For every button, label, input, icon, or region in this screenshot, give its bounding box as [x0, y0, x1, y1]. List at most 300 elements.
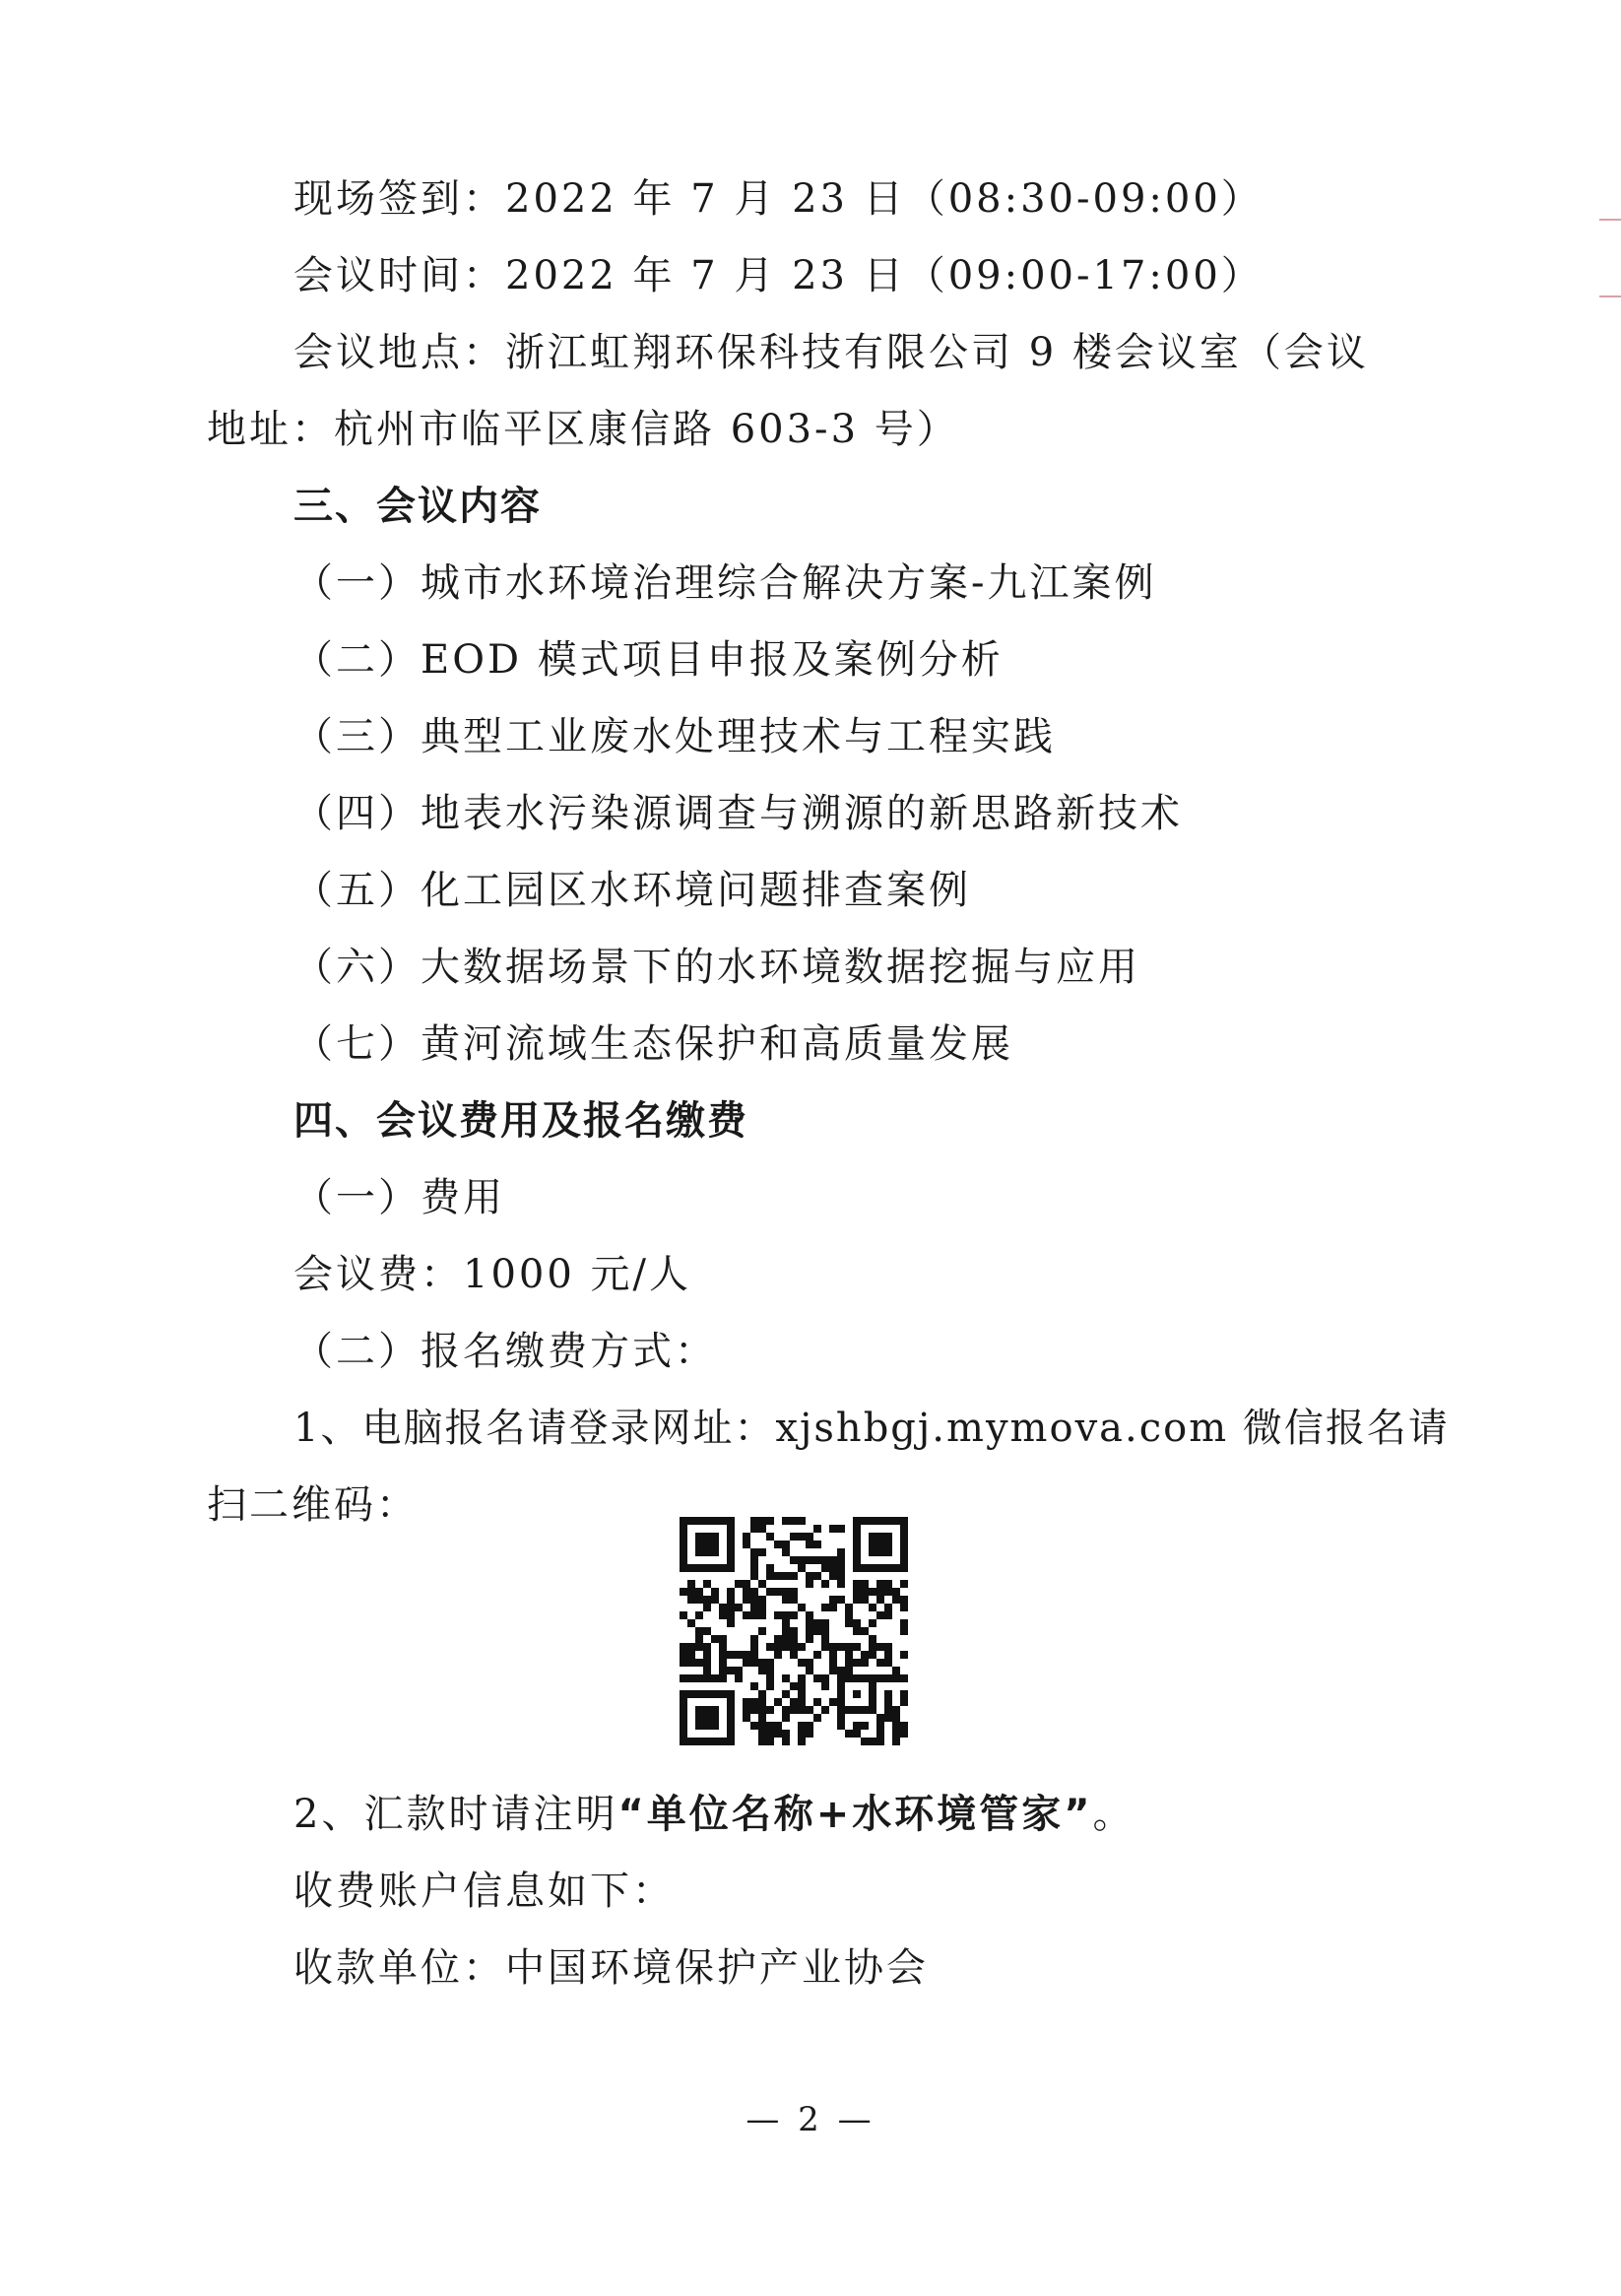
qr-module	[758, 1627, 766, 1635]
qr-module	[758, 1604, 766, 1611]
qr-module	[727, 1533, 735, 1541]
qr-module	[695, 1722, 703, 1730]
qr-module	[680, 1564, 687, 1572]
qr-module	[806, 1572, 813, 1580]
qr-module	[869, 1588, 876, 1596]
qr-module	[806, 1556, 813, 1564]
qr-module	[853, 1706, 861, 1714]
qr-module	[806, 1635, 813, 1643]
qr-module	[790, 1635, 798, 1643]
qr-module	[806, 1541, 813, 1548]
qr-module	[680, 1556, 687, 1564]
qr-module	[798, 1517, 806, 1525]
qr-module	[719, 1667, 727, 1674]
remit-prefix: 2、汇款时请注明	[293, 1792, 618, 1837]
qr-module	[711, 1541, 719, 1548]
qr-module	[869, 1564, 876, 1572]
qr-module	[703, 1643, 711, 1651]
qr-module	[798, 1659, 806, 1667]
qr-module	[680, 1730, 687, 1738]
qr-module	[892, 1674, 900, 1682]
qr-module	[680, 1706, 687, 1714]
qr-module	[743, 1706, 750, 1714]
qr-module	[703, 1548, 711, 1556]
qr-module	[774, 1698, 782, 1706]
qr-module	[758, 1580, 766, 1588]
qr-module	[790, 1682, 798, 1690]
qr-module	[743, 1580, 750, 1588]
qr-module	[837, 1525, 845, 1533]
qr-module	[782, 1627, 790, 1635]
qr-module	[900, 1541, 908, 1548]
qr-module	[853, 1596, 861, 1604]
qr-module	[703, 1651, 711, 1659]
qr-module	[798, 1730, 806, 1738]
qr-module	[680, 1651, 687, 1659]
qr-module	[719, 1738, 727, 1745]
qr-module	[711, 1722, 719, 1730]
qr-module	[861, 1738, 869, 1745]
qr-module	[750, 1572, 758, 1580]
qr-module	[829, 1556, 837, 1564]
qr-module	[884, 1588, 892, 1596]
qr-module	[900, 1556, 908, 1564]
qr-module	[892, 1517, 900, 1525]
qr-module	[687, 1588, 695, 1596]
qr-module	[845, 1651, 853, 1659]
qr-module	[900, 1730, 908, 1738]
qr-module	[774, 1643, 782, 1651]
qr-module	[750, 1596, 758, 1604]
qr-module	[695, 1588, 703, 1596]
qr-module	[790, 1627, 798, 1635]
qr-module	[900, 1690, 908, 1698]
qr-module	[845, 1674, 853, 1682]
qr-module	[743, 1541, 750, 1548]
qr-module	[884, 1674, 892, 1682]
qr-module	[774, 1541, 782, 1548]
qr-module	[892, 1722, 900, 1730]
qr-module	[711, 1517, 719, 1525]
qr-module	[853, 1564, 861, 1572]
qr-module	[758, 1722, 766, 1730]
qr-module	[829, 1659, 837, 1667]
qr-module	[680, 1738, 687, 1745]
qr-module	[727, 1525, 735, 1533]
qr-module	[758, 1596, 766, 1604]
qr-module	[798, 1722, 806, 1730]
qr-module	[869, 1651, 876, 1659]
qr-module	[900, 1580, 908, 1588]
qr-module	[821, 1674, 829, 1682]
qr-module	[884, 1714, 892, 1722]
qr-module	[695, 1627, 703, 1635]
qr-module	[853, 1533, 861, 1541]
qr-module	[892, 1706, 900, 1714]
qr-module	[711, 1596, 719, 1604]
qr-module	[735, 1604, 743, 1611]
qr-module	[703, 1517, 711, 1525]
qr-module	[861, 1722, 869, 1730]
qr-module	[703, 1541, 711, 1548]
qr-module	[758, 1548, 766, 1556]
edge-mark	[1599, 219, 1621, 221]
qr-module	[743, 1659, 750, 1667]
qr-module	[703, 1627, 711, 1635]
account-intro: 收费账户信息如下：	[293, 1869, 675, 1914]
qr-module	[719, 1604, 727, 1611]
qr-module	[829, 1596, 837, 1604]
qr-module	[703, 1533, 711, 1541]
qr-module	[758, 1706, 766, 1714]
qr-module	[711, 1588, 719, 1596]
qr-module	[727, 1738, 735, 1745]
qr-module	[837, 1722, 845, 1730]
qr-module	[766, 1643, 774, 1651]
qr-module	[735, 1674, 743, 1682]
qr-module	[774, 1572, 782, 1580]
qr-module	[687, 1659, 695, 1667]
qr-module	[900, 1548, 908, 1556]
meeting-time-line: 会议时间：2022 年 7 月 23 日（09:00-17:00）	[293, 253, 1264, 298]
qr-module	[869, 1682, 876, 1690]
qr-module	[861, 1651, 869, 1659]
qr-module	[782, 1572, 790, 1580]
qr-module	[845, 1730, 853, 1738]
qr-module	[680, 1690, 687, 1698]
qr-module	[813, 1627, 821, 1635]
qr-module	[766, 1517, 774, 1525]
qr-module	[766, 1674, 774, 1682]
qr-module	[829, 1564, 837, 1572]
meeting-address-line: 地址：杭州市临平区康信路 603-3 号）	[207, 407, 959, 452]
qr-module	[727, 1611, 735, 1619]
qr-module	[900, 1517, 908, 1525]
qr-module	[774, 1588, 782, 1596]
method-title: （二）报名缴费方式：	[293, 1329, 717, 1374]
qr-module	[876, 1533, 884, 1541]
qr-module	[821, 1627, 829, 1635]
qr-module	[719, 1635, 727, 1643]
qr-module	[798, 1643, 806, 1651]
qr-module	[861, 1706, 869, 1714]
qr-module	[837, 1706, 845, 1714]
qr-module	[782, 1643, 790, 1651]
qr-module	[837, 1556, 845, 1564]
qr-module	[853, 1588, 861, 1596]
qr-module	[900, 1674, 908, 1682]
qr-module	[719, 1651, 727, 1659]
qr-module	[821, 1643, 829, 1651]
qr-module	[750, 1588, 758, 1596]
qr-module	[806, 1619, 813, 1627]
qr-module	[845, 1706, 853, 1714]
qr-module	[790, 1572, 798, 1580]
qr-module	[821, 1556, 829, 1564]
qr-module	[853, 1525, 861, 1533]
qr-module	[758, 1525, 766, 1533]
qr-module	[750, 1564, 758, 1572]
qr-module	[750, 1682, 758, 1690]
qr-module	[743, 1651, 750, 1659]
qr-module	[727, 1596, 735, 1604]
qr-module	[719, 1611, 727, 1619]
qr-module	[750, 1643, 758, 1651]
qr-module	[900, 1627, 908, 1635]
qr-module	[876, 1738, 884, 1745]
qr-module	[782, 1588, 790, 1596]
qr-module	[853, 1627, 861, 1635]
registration-line-1: 1、电脑报名请登录网址：xjshbgj.mymova.com 微信报名请	[293, 1406, 1450, 1451]
qr-module	[687, 1580, 695, 1588]
qr-module	[821, 1564, 829, 1572]
qr-module	[829, 1525, 837, 1533]
qr-module	[876, 1596, 884, 1604]
qr-module	[750, 1604, 758, 1611]
qr-module	[869, 1548, 876, 1556]
qr-module	[884, 1548, 892, 1556]
qr-module	[829, 1651, 837, 1659]
qr-module	[727, 1564, 735, 1572]
qr-module	[782, 1517, 790, 1525]
qr-module	[853, 1619, 861, 1627]
qr-module	[876, 1580, 884, 1588]
qr-module	[861, 1674, 869, 1682]
qr-module	[821, 1580, 829, 1588]
qr-module	[703, 1674, 711, 1682]
qr-module	[845, 1604, 853, 1611]
qr-module	[876, 1659, 884, 1667]
section3-heading: 三、会议内容	[293, 484, 542, 529]
qr-module	[687, 1643, 695, 1651]
qr-module	[680, 1698, 687, 1706]
registration-line-2: 扫二维码：	[207, 1482, 419, 1528]
qr-module	[680, 1548, 687, 1556]
qr-module	[758, 1517, 766, 1525]
qr-module	[861, 1588, 869, 1596]
qr-module	[884, 1706, 892, 1714]
qr-module	[876, 1564, 884, 1572]
qr-module	[711, 1564, 719, 1572]
qr-module	[813, 1572, 821, 1580]
qr-module	[876, 1611, 884, 1619]
qr-module	[687, 1674, 695, 1682]
qr-module	[774, 1651, 782, 1659]
qr-module	[837, 1572, 845, 1580]
qr-module	[813, 1674, 821, 1682]
qr-module	[711, 1738, 719, 1745]
qr-module	[790, 1651, 798, 1659]
qr-module	[766, 1682, 774, 1690]
qr-module	[758, 1698, 766, 1706]
qr-module	[806, 1580, 813, 1588]
qr-module	[680, 1525, 687, 1533]
qr-module	[845, 1619, 853, 1627]
qr-module	[680, 1541, 687, 1548]
qr-module	[782, 1738, 790, 1745]
qr-module	[806, 1533, 813, 1541]
qr-module	[695, 1517, 703, 1525]
qr-module	[727, 1714, 735, 1722]
qr-module	[876, 1548, 884, 1556]
qr-module	[703, 1714, 711, 1722]
qr-module	[782, 1730, 790, 1738]
qr-module	[892, 1564, 900, 1572]
qr-code-icon	[680, 1517, 908, 1745]
qr-module	[727, 1588, 735, 1596]
qr-module	[798, 1690, 806, 1698]
qr-module	[892, 1667, 900, 1674]
qr-module	[876, 1722, 884, 1730]
qr-module	[727, 1541, 735, 1548]
qr-module	[869, 1619, 876, 1627]
qr-module	[837, 1714, 845, 1722]
qr-module	[837, 1548, 845, 1556]
qr-module	[766, 1533, 774, 1541]
qr-module	[750, 1698, 758, 1706]
qr-module	[750, 1556, 758, 1564]
qr-module	[750, 1517, 758, 1525]
qr-module	[680, 1722, 687, 1730]
qr-module	[806, 1611, 813, 1619]
qr-module	[900, 1564, 908, 1572]
qr-module	[821, 1706, 829, 1714]
qr-module	[750, 1651, 758, 1659]
qr-module	[711, 1674, 719, 1682]
meeting-location-line: 会议地点：浙江虹翔环保科技有限公司 9 楼会议室（会议	[293, 330, 1369, 375]
qr-module	[853, 1690, 861, 1698]
qr-module	[869, 1533, 876, 1541]
qr-module	[782, 1690, 790, 1698]
qr-module	[900, 1722, 908, 1730]
qr-module	[892, 1738, 900, 1745]
qr-module	[743, 1596, 750, 1604]
qr-module	[695, 1596, 703, 1604]
qr-module	[695, 1659, 703, 1667]
qr-module	[750, 1706, 758, 1714]
qr-module	[680, 1533, 687, 1541]
qr-module	[869, 1674, 876, 1682]
qr-module	[766, 1659, 774, 1667]
qr-module	[853, 1722, 861, 1730]
remit-line	[293, 1789, 1135, 1840]
qr-module	[680, 1643, 687, 1651]
qr-module	[782, 1611, 790, 1619]
qr-module	[837, 1682, 845, 1690]
qr-module	[869, 1541, 876, 1548]
qr-module	[782, 1596, 790, 1604]
qr-module	[687, 1738, 695, 1745]
qr-module	[750, 1722, 758, 1730]
qr-module	[711, 1548, 719, 1556]
qr-module	[743, 1714, 750, 1722]
qr-module	[750, 1525, 758, 1533]
qr-module	[790, 1596, 798, 1604]
qr-module	[727, 1556, 735, 1564]
qr-module	[782, 1619, 790, 1627]
qr-module	[695, 1643, 703, 1651]
qr-module	[900, 1698, 908, 1706]
qr-module	[680, 1611, 687, 1619]
qr-module	[853, 1548, 861, 1556]
qr-module	[853, 1517, 861, 1525]
qr-module	[900, 1604, 908, 1611]
qr-module	[766, 1588, 774, 1596]
qr-module	[876, 1730, 884, 1738]
qr-module	[758, 1730, 766, 1738]
qr-module	[758, 1738, 766, 1745]
section3-item-3: （三）典型工业废水处理技术与工程实践	[293, 714, 1056, 759]
qr-module	[790, 1698, 798, 1706]
qr-module	[837, 1564, 845, 1572]
qr-module	[766, 1667, 774, 1674]
qr-module	[821, 1635, 829, 1643]
payee-line: 收款单位：中国环境保护产业协会	[293, 1945, 929, 1991]
remit-suffix: 。	[1092, 1792, 1135, 1837]
qr-module	[861, 1517, 869, 1525]
qr-module	[900, 1619, 908, 1627]
qr-module	[813, 1525, 821, 1533]
qr-module	[727, 1548, 735, 1556]
qr-module	[869, 1706, 876, 1714]
qr-module	[845, 1611, 853, 1619]
qr-module	[829, 1643, 837, 1651]
section3-item-2: （二）EOD 模式项目申报及案例分析	[293, 637, 1004, 683]
qr-module	[806, 1667, 813, 1674]
qr-module	[884, 1690, 892, 1698]
qr-module	[782, 1706, 790, 1714]
qr-module	[876, 1517, 884, 1525]
qr-module	[695, 1541, 703, 1548]
qr-module	[845, 1659, 853, 1667]
qr-module	[853, 1556, 861, 1564]
fee-line: 会议费：1000 元/人	[293, 1252, 691, 1297]
qr-module	[884, 1698, 892, 1706]
qr-module	[719, 1564, 727, 1572]
qr-module	[695, 1690, 703, 1698]
qr-module	[884, 1517, 892, 1525]
qr-module	[853, 1730, 861, 1738]
qr-module	[837, 1580, 845, 1588]
qr-module	[798, 1604, 806, 1611]
qr-module	[695, 1674, 703, 1682]
qr-module	[861, 1659, 869, 1667]
qr-module	[711, 1714, 719, 1722]
qr-module	[695, 1611, 703, 1619]
qr-module	[829, 1604, 837, 1611]
qr-module	[719, 1517, 727, 1525]
qr-module	[703, 1564, 711, 1572]
qr-module	[766, 1706, 774, 1714]
qr-module	[735, 1667, 743, 1674]
qr-module	[869, 1604, 876, 1611]
qr-module	[884, 1541, 892, 1548]
qr-module	[680, 1659, 687, 1667]
qr-module	[884, 1611, 892, 1619]
qr-module	[782, 1548, 790, 1556]
qr-module	[892, 1730, 900, 1738]
qr-module	[837, 1596, 845, 1604]
qr-module	[727, 1667, 735, 1674]
qr-module	[758, 1690, 766, 1698]
qr-module	[727, 1604, 735, 1611]
qr-module	[790, 1533, 798, 1541]
fee-title: （一）费用	[293, 1175, 505, 1220]
qr-module	[829, 1572, 837, 1580]
qr-module	[790, 1706, 798, 1714]
qr-module	[813, 1541, 821, 1548]
qr-module	[758, 1611, 766, 1619]
